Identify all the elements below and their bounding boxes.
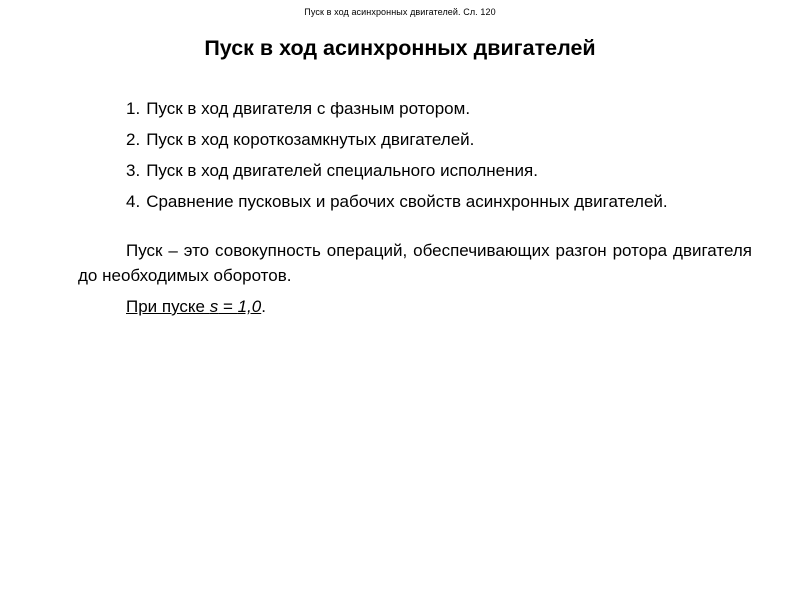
slide-title: Пуск в ход асинхронных двигателей bbox=[204, 36, 596, 60]
list-item bbox=[78, 189, 752, 214]
slide-body bbox=[78, 96, 752, 319]
list-item-text: Пуск в ход короткозамкнутых двигателей. bbox=[146, 130, 475, 149]
slide-header-note: Пуск в ход асинхронных двигателей. Сл. 120 bbox=[304, 7, 496, 17]
list-item-number: 1. bbox=[126, 99, 141, 118]
list-item-text: Сравнение пусковых и рабочих свойств асинхронных двигателей. bbox=[146, 192, 668, 211]
list-item bbox=[78, 96, 752, 121]
slip-symbol: s bbox=[209, 297, 219, 316]
slip-value: 1,0 bbox=[237, 297, 262, 316]
topics-list bbox=[78, 96, 752, 214]
list-item bbox=[78, 127, 752, 152]
list-item-text: Пуск в ход двигателей специального исполнения. bbox=[146, 161, 538, 180]
list-item bbox=[78, 158, 752, 183]
definition-paragraph: Пуск – это совокупность операций, обеспечивающих разгон ротора двигателя до необходимых оборотов. bbox=[78, 241, 752, 285]
start-condition-note bbox=[78, 294, 752, 319]
note-suffix: . bbox=[261, 297, 266, 316]
list-item-number: 4. bbox=[126, 192, 141, 211]
list-item-number: 3. bbox=[126, 161, 141, 180]
note-prefix: При пуске bbox=[126, 297, 210, 316]
note-equals: = bbox=[218, 297, 238, 316]
list-item-number: 2. bbox=[126, 130, 141, 149]
list-item-text: Пуск в ход двигателя с фазным ротором. bbox=[146, 99, 471, 118]
